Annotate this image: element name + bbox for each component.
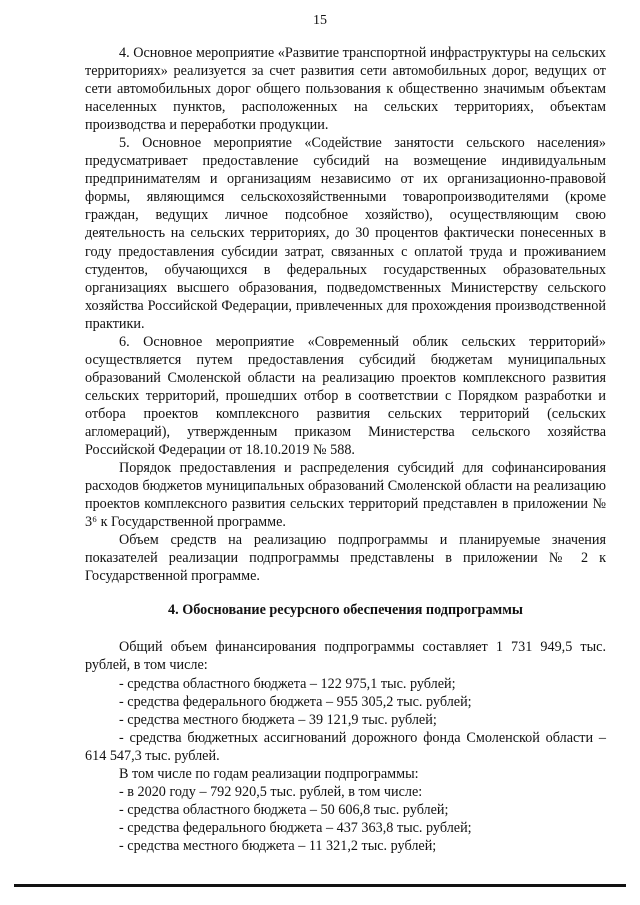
paragraph-transport-infrastructure: 4. Основное мероприятие «Развитие транспортной инфраструктуры на сельских территориях» реализуется за счет развития сети автомобильных дорог, ведущих от сети автомобильных дорог общего пользования к общественно значимым объектам населенных пунктов, расположенных на сельских территориях, объектам производства и переработки продукции.: [85, 45, 606, 134]
document-body: [85, 44, 606, 855]
list-item-year-2020: - в 2020 году – 792 920,5 тыс. рублей, в том числе:: [119, 783, 423, 800]
paragraph-subsidy-procedure: Порядок предоставления и распределения субсидий для софинансирования расходов бюджетов муниципальных образований Смоленской области на реализацию проектов комплексного развития сельских территорий представлен в приложении № 3⁶ к Государственной программе.: [85, 460, 606, 531]
paragraph-rural-employment: 5. Основное мероприятие «Содействие занятости сельского населения» предусматривает предоставление субсидий на возмещение индивидуальным предпринимателям и организациям независимо от их организационно-правовой формы, являющимся сельскохозяйственными товаропроизводителями (кроме граждан, ведущих личное подсобное хозяйство), осуществляющим свою деятельность на сельских территориях, до 30 процентов фактически понесенных в году предоставления субсидии затрат, связанных с оплатой труда и проживанием студентов, обучающихся в федеральных государственных образовательных организациях высшего образования, подведомственных Министерству сельского хозяйства Российской Федерации, привлеченных для прохождения производственной практики.: [85, 135, 606, 332]
paragraph-modern-rural-image: 6. Основное мероприятие «Современный облик сельских территорий» осуществляется путем предоставления субсидий бюджетам муниципальных образований Смоленской области на реализацию проектов комплексного развития сельских территорий, прошедших отбор в соответствии с Порядком разработки и отбора проектов комплексного развития сельских территорий (сельских агломераций), утвержденным приказом Министерства сельского хозяйства Российской Федерации от 18.10.2019 № 588.: [85, 333, 606, 459]
list-item-federal-budget: - средства федерального бюджета – 955 305,2 тыс. рублей;: [119, 693, 472, 710]
paragraph-total-funding: Общий объем финансирования подпрограммы составляет 1 731 949,5 тыс. рублей, в том числе:: [85, 639, 606, 674]
list-item-2020-regional-budget: - средства областного бюджета – 50 606,8 тыс. рублей;: [119, 801, 449, 818]
paragraph-funding-reference: Объем средств на реализацию подпрограммы и планируемые значения показателей реализации подпрограммы представлены в приложении № 2 к Государственной программе.: [85, 532, 606, 585]
page-number: 15: [313, 13, 327, 28]
section-heading: 4. Обоснование ресурсного обеспечения подпрограммы: [168, 602, 523, 619]
list-item-road-fund: - средства бюджетных ассигнований дорожного фонда Смоленской области – 614 547,3 тыс. рублей.: [85, 729, 606, 764]
list-item-regional-budget: - средства областного бюджета – 122 975,1 тыс. рублей;: [119, 675, 456, 692]
list-item-2020-local-budget: - средства местного бюджета – 11 321,2 тыс. рублей;: [119, 837, 437, 854]
paragraph-by-years: В том числе по годам реализации подпрограммы:: [119, 765, 419, 782]
page-bottom-rule: [14, 884, 626, 887]
list-item-local-budget: - средства местного бюджета – 39 121,9 тыс. рублей;: [119, 711, 437, 728]
list-item-2020-federal-budget: - средства федерального бюджета – 437 363,8 тыс. рублей;: [119, 819, 472, 836]
